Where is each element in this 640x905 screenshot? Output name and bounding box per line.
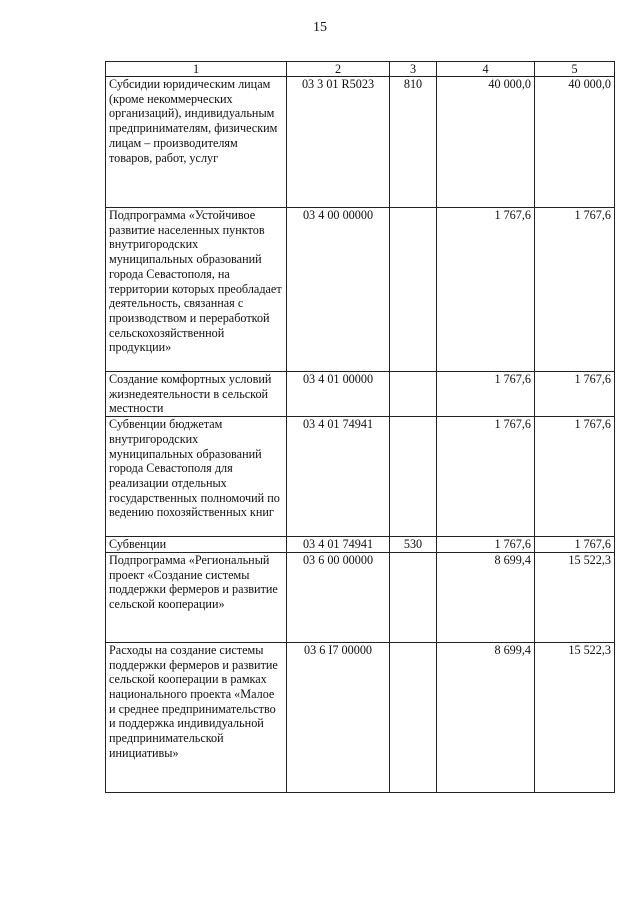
- row-name-cell: Субвенции: [106, 537, 287, 553]
- row-code-cell: 03 4 01 00000: [287, 372, 390, 417]
- row-name-cell: Подпрограмма «Устойчивое развитие населенных пунктов внутригородских муниципальных образований города Севастополя, на территории которых преобладает деятельность, связанная с производством и переработкой сельскохозяйственной продукции»: [106, 208, 287, 372]
- row-sum-1-cell: 1 767,6: [437, 372, 535, 417]
- row-code-cell: 03 4 00 00000: [287, 208, 390, 372]
- row-sum-1-cell: 8 699,4: [437, 552, 535, 642]
- row-sum-2-cell: 1 767,6: [535, 372, 615, 417]
- row-sum-2-cell: 40 000,0: [535, 77, 615, 208]
- row-name-cell: Расходы на создание системы поддержки фермеров и развитие сельской кооперации в рамках национального проекта «Малое и среднее предпринимательство и поддержка индивидуальной предпринимательской инициативы»: [106, 642, 287, 792]
- row-code-cell: 03 3 01 R5023: [287, 77, 390, 208]
- row-sum-2-cell: 15 522,3: [535, 642, 615, 792]
- row-sum-2-cell: 15 522,3: [535, 552, 615, 642]
- table-row: [106, 372, 615, 417]
- row-expense-type-cell: [390, 417, 437, 537]
- page-number: 15: [313, 20, 327, 35]
- column-header-4: 4: [437, 62, 535, 77]
- row-expense-type-cell: [390, 372, 437, 417]
- row-name-cell: Субсидии юридическим лицам (кроме некоммерческих организаций), индивидуальным предпринимателям, физическим лицам – производителям товаров, работ, услуг: [106, 77, 287, 208]
- row-sum-1-cell: 1 767,6: [437, 417, 535, 537]
- row-code-cell: 03 6 I7 00000: [287, 642, 390, 792]
- table-row: [106, 417, 615, 537]
- budget-table: [105, 61, 615, 793]
- row-sum-1-cell: 40 000,0: [437, 77, 535, 208]
- table-header-row: [106, 62, 615, 77]
- table-row: [106, 208, 615, 372]
- row-name-cell: Субвенции бюджетам внутригородских муниципальных образований города Севастополя для реализации отдельных государственных полномочий по ведению похозяйственных книг: [106, 417, 287, 537]
- row-sum-2-cell: 1 767,6: [535, 208, 615, 372]
- row-sum-1-cell: 1 767,6: [437, 208, 535, 372]
- column-header-3: 3: [390, 62, 437, 77]
- row-name-cell: Создание комфортных условий жизнедеятельности в сельской местности: [106, 372, 287, 417]
- row-expense-type-cell: [390, 642, 437, 792]
- row-expense-type-cell: [390, 208, 437, 372]
- table-row: [106, 537, 615, 553]
- row-code-cell: 03 6 00 00000: [287, 552, 390, 642]
- row-sum-2-cell: 1 767,6: [535, 417, 615, 537]
- column-header-5: 5: [535, 62, 615, 77]
- table-row: [106, 552, 615, 642]
- row-code-cell: 03 4 01 74941: [287, 417, 390, 537]
- row-name-cell: Подпрограмма «Региональный проект «Создание системы поддержки фермеров и развитие сельской кооперации»: [106, 552, 287, 642]
- row-expense-type-cell: 530: [390, 537, 437, 553]
- row-sum-1-cell: 8 699,4: [437, 642, 535, 792]
- row-sum-1-cell: 1 767,6: [437, 537, 535, 553]
- row-code-cell: 03 4 01 74941: [287, 537, 390, 553]
- row-sum-2-cell: 1 767,6: [535, 537, 615, 553]
- row-expense-type-cell: 810: [390, 77, 437, 208]
- table-row: [106, 77, 615, 208]
- row-expense-type-cell: [390, 552, 437, 642]
- column-header-1: 1: [106, 62, 287, 77]
- table-row: [106, 642, 615, 792]
- column-header-2: 2: [287, 62, 390, 77]
